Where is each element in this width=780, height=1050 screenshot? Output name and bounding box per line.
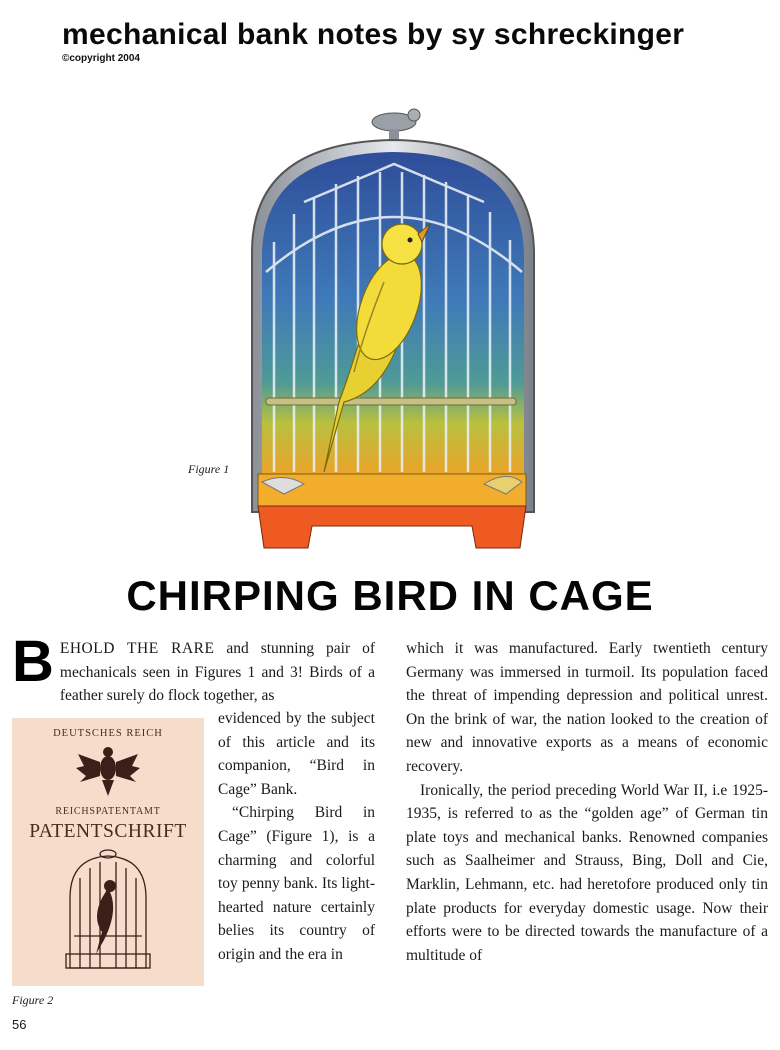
patent-heading-3: PATENTSCHRIFT <box>29 821 187 842</box>
eagle-icon <box>76 747 140 796</box>
paragraph: “Chirping Bird in Cage” (Figure 1), is a charming and colorful toy penny bank. Its light-hearted nature certainly belies its country of origin and the era in <box>218 804 375 963</box>
intro-text: and stunning pair of mechanicals seen in Figures 1 and 3! Birds of a feather surely do flock together, as <box>59 640 375 705</box>
figure-1-caption: Figure 1 <box>188 462 230 476</box>
lead-in: EHOLD THE RARE <box>59 640 215 657</box>
page-number: 56 <box>12 1017 27 1032</box>
finial-bird <box>372 109 420 143</box>
article-title: CHIRPING BIRD IN CAGE <box>126 572 654 619</box>
header-title: mechanical bank notes by sy schreckinger <box>62 18 685 51</box>
figure-2-caption: Figure 2 <box>12 993 54 1007</box>
column-1-narrow <box>218 707 375 967</box>
patent-heading-2: REICHSPATENTAMT <box>55 806 161 817</box>
paragraph: evidenced by the subject of this article and its companion, “Bird in Cage” Bank. <box>218 710 375 798</box>
patent-heading-1: DEUTSCHES REICH <box>53 728 163 739</box>
paragraph: which it was manufactured. Early twentieth century Germany was immersed in turmoil. Its population faced the threat of impending depression and political unrest. On the brink of war, the nation looked to the creation of new and innovative exports as a means of economic recovery. <box>406 640 768 775</box>
patent-drawing-bird <box>96 880 116 954</box>
paragraph: Ironically, the period preceding World War II, i.e 1925-1935, is referred to as the “golden age” of German tin plate toys and mechanical banks. Renowned companies such as Saalheimer and Strauss, Bing, Doll and Cie, Marklin, Lehmann, etc. had heretofore produced only tin plate products for everyday domestic usage. Now their efforts were to be directed towards the manufacture of a multitude of <box>406 781 768 964</box>
figure-1-bird-cage-image <box>244 102 540 552</box>
column-1-intro <box>12 629 375 708</box>
copyright-notice: ©copyright 2004 <box>62 53 140 64</box>
column-2 <box>406 637 768 967</box>
figure-2-patent-image <box>12 718 204 986</box>
drop-cap: B <box>12 629 54 694</box>
